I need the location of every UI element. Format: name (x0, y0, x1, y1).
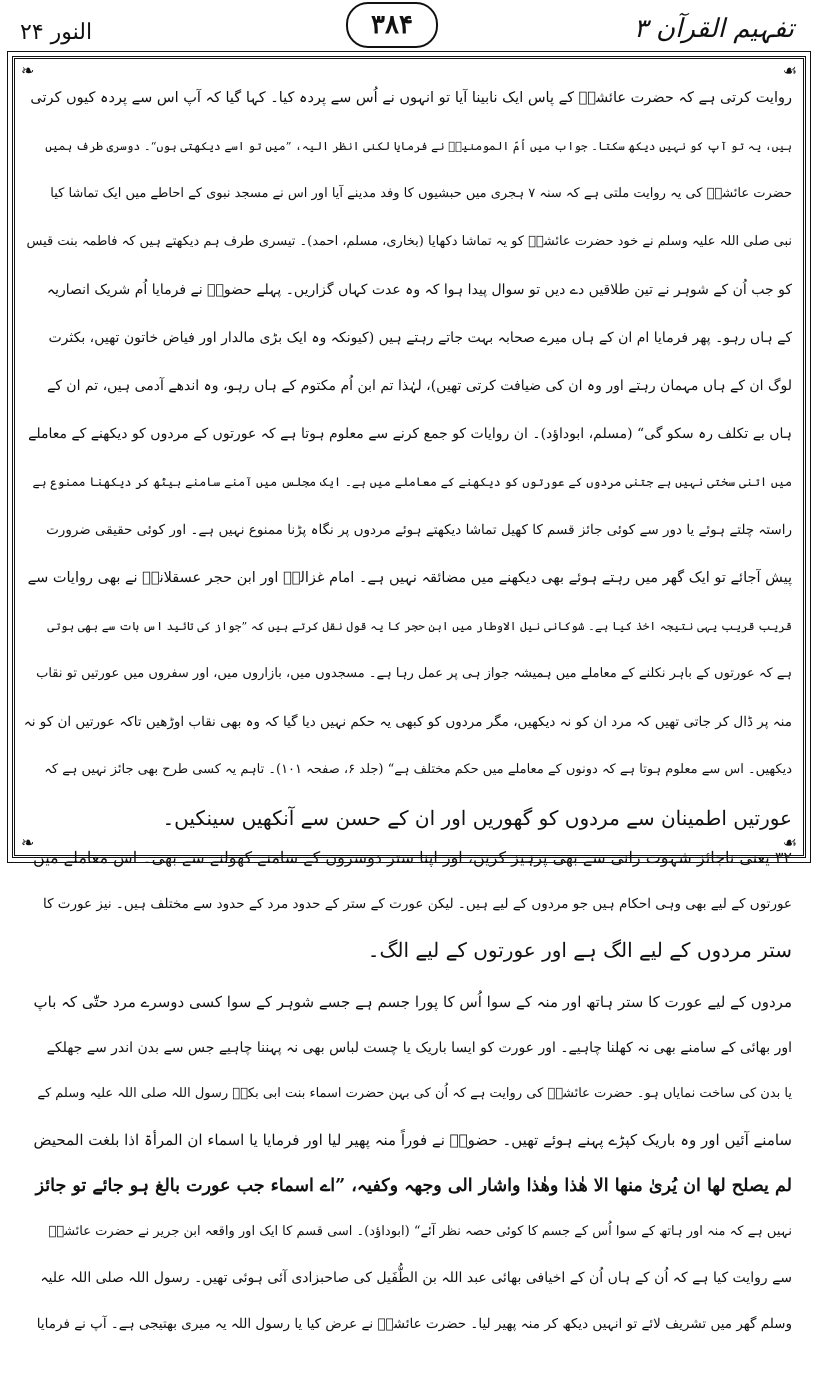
text-line: ہیں، یہ تو آپ کو نہیں دیکھ سکتا۔ جواب میں اُمّ المومنینؓ نے فرمایا لکنی انظر الیہ، ”میں تو اسے دیکھتی ہوں“۔ دوسری طرف ہمیں (45, 139, 792, 153)
text-line: روایت کرتی ہے کہ حضرت عائشہؓ کے پاس ایک نابینا آیا تو انہوں نے اُس سے پردہ کیا۔ کہا گیا کہ آپ اس سے پردہ کیوں کرتی (30, 90, 792, 106)
text-line: میں اتنی سختی نہیں ہے جتنی مردوں کے عورتوں کو دیکھنے کے معاملے میں ہے۔ ایک مجلس میں آمنے سامنے بیٹھ کر دیکھنا ممنوع ہے (32, 475, 792, 489)
corner-ornament-icon: ❧ (21, 833, 35, 852)
text-line: دیکھیں۔ اس سے معلوم ہوتا ہے کہ دونوں کے معاملے میں حکم مختلف ہے“ (جلد ۶، صفحہ ۱۰۱)۔ تاہم یہ کسی طرح بھی جائز نہیں ہے کہ (44, 762, 792, 777)
text-line: منہ پر ڈال کر جاتی تھیں کہ مرد ان کو نہ دیکھیں، مگر مردوں کو کبھی یہ حکم نہیں دیا گیا کہ وہ بھی نقاب اوڑھیں تاکہ عورتیں ان کو نہ (24, 714, 792, 730)
corner-ornament-icon: ❧ (21, 61, 35, 80)
footnote-line: لم یصلح لھا ان یُریٰ منھا الا ھٰذا وھٰذا واشار الی وجھہ وکفیہ، ”اے اسماء جب عورت بالغ ہو جائے تو جائز (35, 1176, 792, 1196)
footnote-line: نہیں ہے کہ منہ اور ہاتھ کے سوا اُس کے جسم کا کوئی حصہ نظر آئے“ (ابوداؤد)۔ اسی قسم کا ایک اور واقعہ ابن جریر نے حضرت عائشہؓ (48, 1224, 792, 1239)
footnote-line: ۳۲ یعنی ناجائز شہوت رانی سے بھی پرہیز کریں، اور اپنا ستر دوسروں کے سامنے کھولنے سے بھی۔ اس معاملے میں (33, 848, 792, 867)
footnote-line: ستر مردوں کے لیے الگ ہے اور عورتوں کے لیے الگ۔ (367, 938, 792, 962)
text-line: راستہ چلتے ہوئے یا دور سے کوئی جائز قسم کا کھیل تماشا دیکھتے ہوئے مردوں پر نگاہ پڑنا ممنوع نہیں ہے۔ اور کوئی حقیقی ضرورت (46, 522, 792, 538)
text-line: کو جب اُن کے شوہر نے تین طلاقیں دے دیں تو سوال پیدا ہوا کہ وہ عدت کہاں گزاریں۔ پہلے حضورؐ نے فرمایا اُم شریک انصاریہ (46, 282, 792, 298)
boxed-commentary (24, 80, 792, 844)
book-title: تفہیم القرآن ۳ (633, 14, 794, 44)
footnote-line: مردوں کے لیے عورت کا ستر ہاتھ اور منہ کے سوا اُس کا پورا جسم ہے جسے شوہر کے سوا کسی دوسرے مرد حتّٰی کہ باپ (33, 993, 792, 1011)
text-line: پیش آجائے تو ایک گھر میں رہتے ہوئے بھی دیکھنے میں مضائقہ نہیں ہے۔ امام غزالیؒ اور ابن حجر عسقلانیؒ نے بھی روایات سے (27, 570, 792, 586)
text-line: کے ہاں رہو۔ پھر فرمایا ام ان کے ہاں میرے صحابہ بہت جاتے رہتے ہیں (کیونکہ وہ ایک بڑی مالدار اور فیاض خاتون تھیں، بکثرت (48, 330, 792, 346)
corner-ornament-icon: ☙ (782, 833, 797, 852)
footnote-line: سامنے آئیں اور وہ باریک کپڑے پہنے ہوئے تھیں۔ حضورؐ نے فوراً منہ پھیر لیا اور فرمایا یا اسماء ان المرأۃ اذا بلغت المحیض (33, 1131, 792, 1149)
text-line: ہے کہ عورتوں کے باہر نکلنے کے معاملے میں ہمیشہ جواز ہی پر عمل رہا ہے۔ مسجدوں میں، بازاروں میں، اور سفروں میں عورتیں تو نقاب (36, 666, 792, 681)
footnote-line: سے روایت کیا ہے کہ اُن کے ہاں اُن کے اخیافی بھائی عبد اللہ بن الطُّفَیل کی صاحبزادی آئی ہوئی تھیں۔ رسول اللہ صلی اللہ علیہ (40, 1270, 792, 1286)
page-number: ۳۸۴ (346, 2, 438, 48)
footnote-line: اور بھائی کے سامنے بھی نہ کھلنا چاہیے۔ اور عورت کو ایسا باریک یا چست لباس بھی نہ پہننا چاہیے جس سے بدن اندر سے جھلکے (46, 1040, 792, 1056)
footnote-line: عورتوں کے لیے بھی وہی احکام ہیں جو مردوں کے لیے ہیں۔ لیکن عورت کے ستر کے حدود مرد کے حدود سے مختلف ہیں۔ نیز عورت کا (42, 896, 792, 912)
text-line: ہاں بے تکلف رہ سکو گی“ (مسلم، ابوداؤد)۔ ان روایات کو جمع کرنے سے معلوم ہوتا ہے کہ عورتوں کے مردوں کو دیکھنے کے معاملے (28, 426, 792, 442)
text-line: لوگ ان کے ہاں مہمان رہتے اور وہ ان کی ضیافت کرتی تھیں)، لہٰذا تم ابن اُم مکتوم کے ہاں رہو، وہ اندھے آدمی ہیں، تم ان کے (46, 378, 792, 394)
footnote-line: یا بدن کی ساخت نمایاں ہو۔ حضرت عائشہؓ کی روایت ہے کہ اُن کی بہن حضرت اسماء بنت ابی بکرؓ رسول اللہ صلی اللہ علیہ وسلم کے (37, 1086, 792, 1101)
text-line: قریب قریب یہی نتیجہ اخذ کیا ہے۔ شوکانی نیل الاوطار میں ابن حجر کا یہ قول نقل کرتے ہیں کہ ”جواز کی تائید اس بات سے بھی ہوتی (47, 619, 792, 633)
page-header (0, 0, 816, 58)
text-line: حضرت عائشہؓ کی یہ روایت ملتی ہے کہ سنہ ۷ ہجری میں حبشیوں کا وفد مدینے آیا اور اس نے مسجد نبوی کے احاطے میں ایک تماشا کیا (50, 186, 792, 201)
corner-ornament-icon: ☙ (782, 61, 797, 80)
surah-reference: النور ۲۴ (20, 20, 93, 45)
footnote-line: وسلم گھر میں تشریف لائے تو انہیں دیکھ کر منہ پھیر لیا۔ حضرت عائشہؓ نے عرض کیا یا رسول اللہ یہ میری بھتیجی ہے۔ آپ نے فرمایا (36, 1316, 792, 1332)
text-line: نبی صلی اللہ علیہ وسلم نے خود حضرت عائشہؓ کو یہ تماشا دکھایا (بخاری، مسلم، احمد)۔ تیسری طرف ہم دیکھتے ہیں کہ فاطمہ بنت قیس (26, 234, 792, 249)
text-line: عورتیں اطمینان سے مردوں کو گھوریں اور ان کے حسن سے آنکھیں سینکیں۔ (162, 806, 792, 830)
